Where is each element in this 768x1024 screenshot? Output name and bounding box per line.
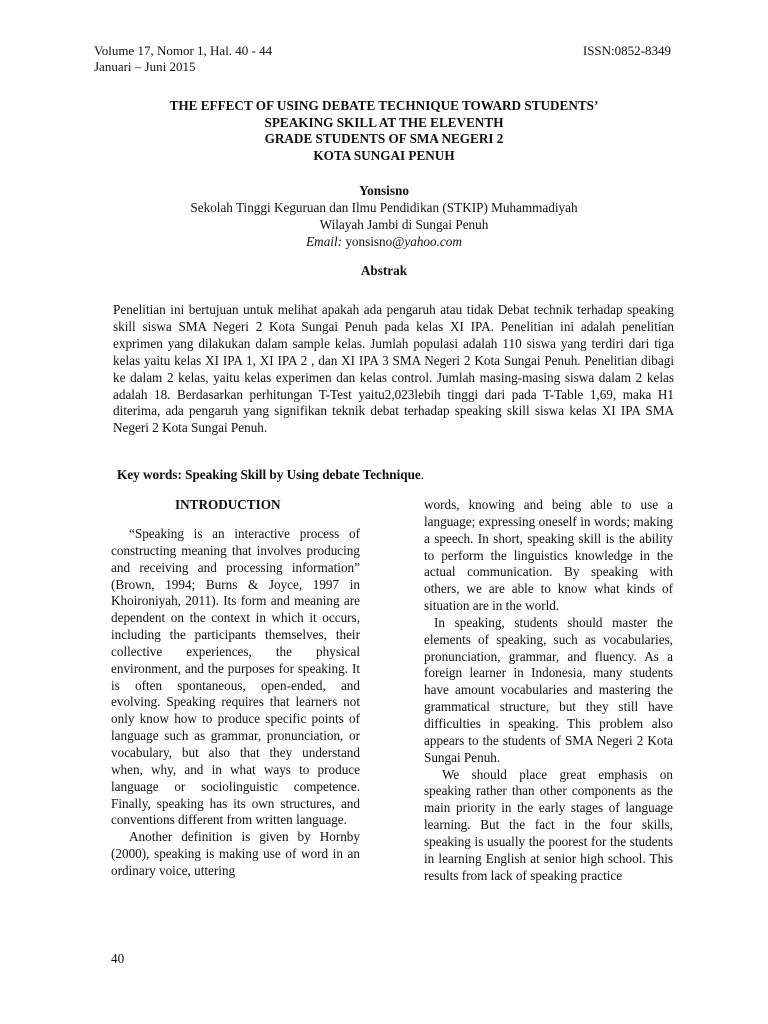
author-block <box>100 182 668 250</box>
abstract-heading: Abstrak <box>360 263 408 278</box>
body-paragraph: words, knowing and being able to use a language; expressing oneself in words; making a speech. In short, speaking skill is the ability to perform the linguistics knowledge in the actual communication. By speaking with others, we are able to know what kinds of situation are in the world. <box>424 497 673 614</box>
body-paragraph: Another definition is given by Hornby (2000), speaking is making use of word in an ordinary voice, uttering <box>111 829 360 878</box>
title-line: KOTA SUNGAI PENUH <box>313 147 455 163</box>
email-line <box>100 233 668 250</box>
author-name: Yonsisno <box>359 183 409 198</box>
right-column <box>424 497 673 884</box>
affiliation-line: Wilayah Jambi di Sungai Penuh <box>319 217 489 232</box>
email-label: Email: <box>306 234 343 249</box>
title-line: SPEAKING SKILL AT THE ELEVENTH <box>264 114 504 130</box>
keywords-period: . <box>420 467 425 482</box>
issn-info: ISSN:0852-8349 <box>582 43 671 58</box>
title-line: THE EFFECT OF USING DEBATE TECHNIQUE TOWARD STUDENTS’ <box>169 98 599 113</box>
volume-info: Volume 17, Nomor 1, Hal. 40 - 44 <box>94 43 273 58</box>
keywords <box>117 467 424 483</box>
period-info: Januari – Juni 2015 <box>94 59 196 74</box>
affiliation-line: Sekolah Tinggi Keguruan dan Ilmu Pendidikan (STKIP) Muhammadiyah <box>190 200 578 215</box>
page-number: 40 <box>111 951 125 966</box>
paper-title <box>100 98 668 164</box>
title-line: GRADE STUDENTS OF SMA NEGERI 2 <box>264 131 504 146</box>
journal-header <box>94 43 272 75</box>
introduction-heading: INTRODUCTION <box>175 497 281 512</box>
body-paragraph: “Speaking is an interactive process of constructing meaning that involves producing and receiving and processing information” (Brown, 1994; Burns & Joyce, 1997 in Khoironiyah, 2011). Its form and meaning are dependent on the context in which it occurs, including the participants themselves, their collective experiences, the physical environment, and the purposes for speaking. It is often spontaneous, open-ended, and evolving. Speaking requires that learners not only know how to produce specific points of language such as grammar, pronunciation, or vocabulary, but also that they understand when, why, and in what ways to produce language or sociolinguistic competence. Finally, speaking has its own structures, and conventions different from written language. <box>111 526 360 828</box>
email-domain: yahoo.com <box>404 234 462 249</box>
email-user: yonsisno@ <box>342 234 405 249</box>
abstract-text: Penelitian ini bertujuan untuk melihat apakah ada pengaruh atau tidak Debat technik terhadap speaking skill siswa SMA Negeri 2 Kota Sungai Penuh pada kelas XI IPA. Penelitian ini adalah penelitian exprimen yang dilakukan dalam sample kelas. Jumlah populasi adalah 110 siswa yang terdiri dari tiga kelas yaitu kelas XI IPA 1, XI IPA 2 , dan XI IPA 3 SMA Negeri 2 Kota Sungai Penuh. Penelitian dibagi ke dalam 2 kelas, yaitu kelas experimen dan kelas control. Jumlah masing-masing siswa dalam 2 kelas adalah 18. Berdasarkan perhitungan T-Test yaitu2,023lebih tinggi dari pada T-Table 1,69, maka H1 diterima, ada pengaruh yang signifikan teknik debat terhadap speaking skill siswa kelas XI IPA SMA Negeri 2 Kota Sungai Penuh. <box>113 302 674 436</box>
keywords-text: Key words: Speaking Skill by Using debate Technique <box>117 467 421 482</box>
body-paragraph: In speaking, students should master the elements of speaking, such as vocabularies, pronunciation, grammar, and fluency. As a foreign learner in Indonesia, many students have amount vocabularies and mastering the grammatical structure, but they still have difficulties in speaking. This problem also appears to the students of SMA Negeri 2 Kota Sungai Penuh. <box>424 614 673 765</box>
body-paragraph: We should place great emphasis on speaking rather than other components as the main priority in the early stages of language learning. But the fact in the four skills, speaking is usually the poorest for the students in learning English at senior high school. This results from lack of speaking practice <box>424 766 673 883</box>
left-column <box>111 526 360 880</box>
